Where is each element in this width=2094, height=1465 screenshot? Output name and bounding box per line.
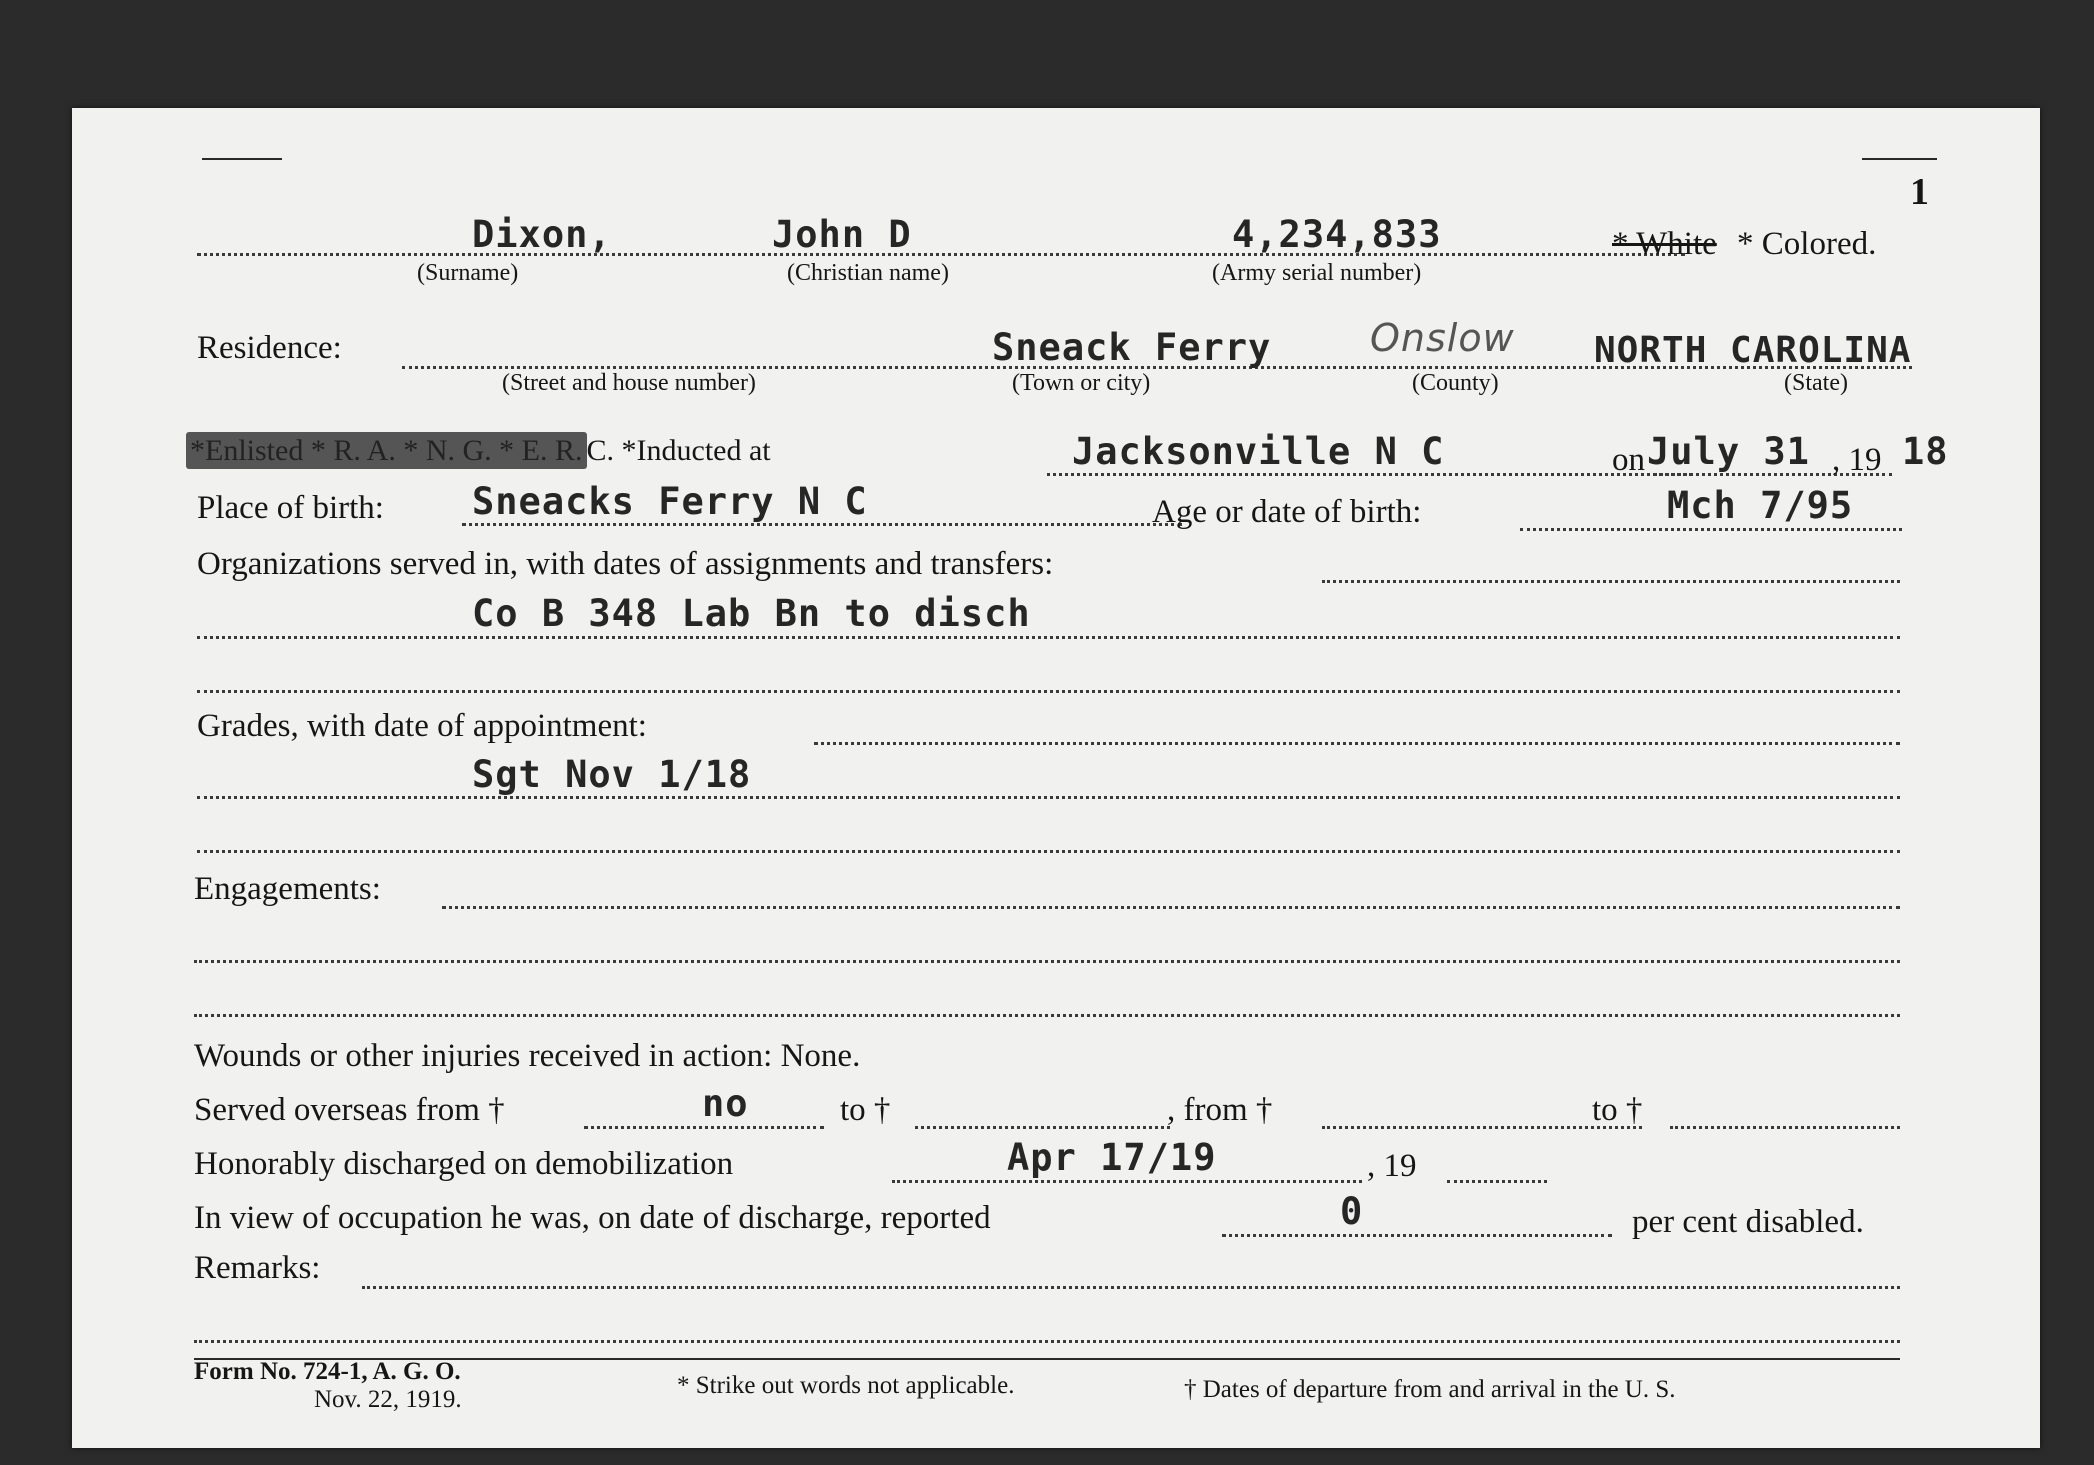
serial-number-value: 4,234,833 xyxy=(1232,213,1442,256)
remarks-line-1 xyxy=(362,1286,1900,1289)
engagements-label: Engagements: xyxy=(194,871,381,907)
race-white-label: * White xyxy=(1612,226,1717,262)
organizations-value: Co B 348 Lab Bn to disch xyxy=(472,592,1031,635)
overseas-from-line xyxy=(584,1126,824,1129)
service-record-card xyxy=(72,108,2040,1448)
christian-name-value: John D xyxy=(772,213,912,256)
surname-caption: (Surname) xyxy=(417,260,519,286)
on-label: on xyxy=(1612,442,1645,478)
remarks-line-2 xyxy=(194,1340,1900,1343)
overseas-label: Served overseas from † xyxy=(194,1092,505,1128)
disability-line xyxy=(1222,1234,1612,1237)
form-number: Form No. 724-1, A. G. O. xyxy=(194,1358,461,1385)
organizations-line-2 xyxy=(197,636,1900,639)
disability-suffix: per cent disabled. xyxy=(1632,1204,1864,1240)
county-caption: (County) xyxy=(1412,370,1499,396)
disability-value: 0 xyxy=(1340,1190,1364,1233)
race-colored-label: * Colored. xyxy=(1737,226,1877,262)
inducted-place-line xyxy=(1047,473,1692,476)
residence-county-value: Onslow xyxy=(1370,316,1515,360)
birth-place-value: Sneacks Ferry N C xyxy=(472,480,868,523)
birth-date-label: Age or date of birth: xyxy=(1152,494,1422,530)
residence-town-value: Sneack Ferry xyxy=(992,326,1272,369)
engagements-line-1 xyxy=(442,906,1900,909)
engagements-line-2 xyxy=(194,960,1900,963)
form-date: Nov. 22, 1919. xyxy=(314,1386,462,1413)
overseas-to-label: to † xyxy=(840,1092,891,1128)
grades-line-1 xyxy=(814,742,1900,745)
christian-name-caption: (Christian name) xyxy=(787,260,949,286)
top-right-rule xyxy=(1862,158,1937,160)
grades-label: Grades, with date of appointment: xyxy=(197,708,647,744)
birth-date-line xyxy=(1520,528,1902,531)
serial-caption: (Army serial number) xyxy=(1212,260,1422,286)
inducted-place-value: Jacksonville N C xyxy=(1072,430,1445,473)
inducted-date-value: July 31 xyxy=(1647,430,1810,473)
overseas-to-line xyxy=(915,1126,1170,1129)
grades-value: Sgt Nov 1/18 xyxy=(472,753,752,796)
birth-date-value: Mch 7/95 xyxy=(1667,484,1854,527)
grades-line-2 xyxy=(197,796,1900,799)
organizations-label: Organizations served in, with dates of assignments and transfers: xyxy=(197,546,1054,582)
engagements-line-3 xyxy=(194,1014,1900,1017)
organizations-line-1 xyxy=(1322,580,1900,583)
name-line xyxy=(197,253,1685,256)
top-left-rule xyxy=(202,158,282,160)
discharge-year-line xyxy=(1447,1180,1547,1183)
inducted-label: C. *Inducted at xyxy=(586,434,771,467)
enlistment-options xyxy=(186,434,771,468)
discharge-year-label: , 19 xyxy=(1367,1148,1417,1184)
residence-label: Residence: xyxy=(197,330,342,366)
remarks-label: Remarks: xyxy=(194,1250,321,1286)
overseas-to2-label: to † xyxy=(1592,1092,1643,1128)
overseas-to2-line xyxy=(1670,1126,1900,1129)
organizations-line-3 xyxy=(197,690,1900,693)
inducted-year-suffix: 18 xyxy=(1902,430,1949,473)
discharge-date-value: Apr 17/19 xyxy=(1007,1136,1217,1179)
discharge-label: Honorably discharged on demobilization xyxy=(194,1146,734,1182)
race-white xyxy=(1612,226,1876,263)
surname-value: Dixon, xyxy=(472,213,612,256)
town-caption: (Town or city) xyxy=(1012,370,1151,396)
footnote-strike: * Strike out words not applicable. xyxy=(677,1372,1015,1399)
grades-line-3 xyxy=(197,850,1900,853)
footnote-dates: † Dates of departure from and arrival in the U. S. xyxy=(1184,1376,1676,1403)
residence-state-value: NORTH CAROLINA xyxy=(1594,330,1912,371)
street-caption: (Street and house number) xyxy=(502,370,756,396)
struck-enlistment-options: *Enlisted * R. A. * N. G. * E. R. xyxy=(186,432,587,469)
disability-label: In view of occupation he was, on date of discharge, reported xyxy=(194,1200,991,1236)
birth-place-label: Place of birth: xyxy=(197,490,384,526)
card-number: 1 xyxy=(1910,171,1929,213)
state-caption: (State) xyxy=(1784,370,1848,396)
wounds-text: Wounds or other injuries received in action: None. xyxy=(194,1038,861,1074)
overseas-from2-label: , from † xyxy=(1167,1092,1273,1128)
overseas-from-value: no xyxy=(702,1082,749,1125)
inducted-year-prefix: , 19 xyxy=(1832,442,1882,478)
discharge-date-line xyxy=(892,1180,1362,1183)
birth-place-line xyxy=(462,523,1182,526)
